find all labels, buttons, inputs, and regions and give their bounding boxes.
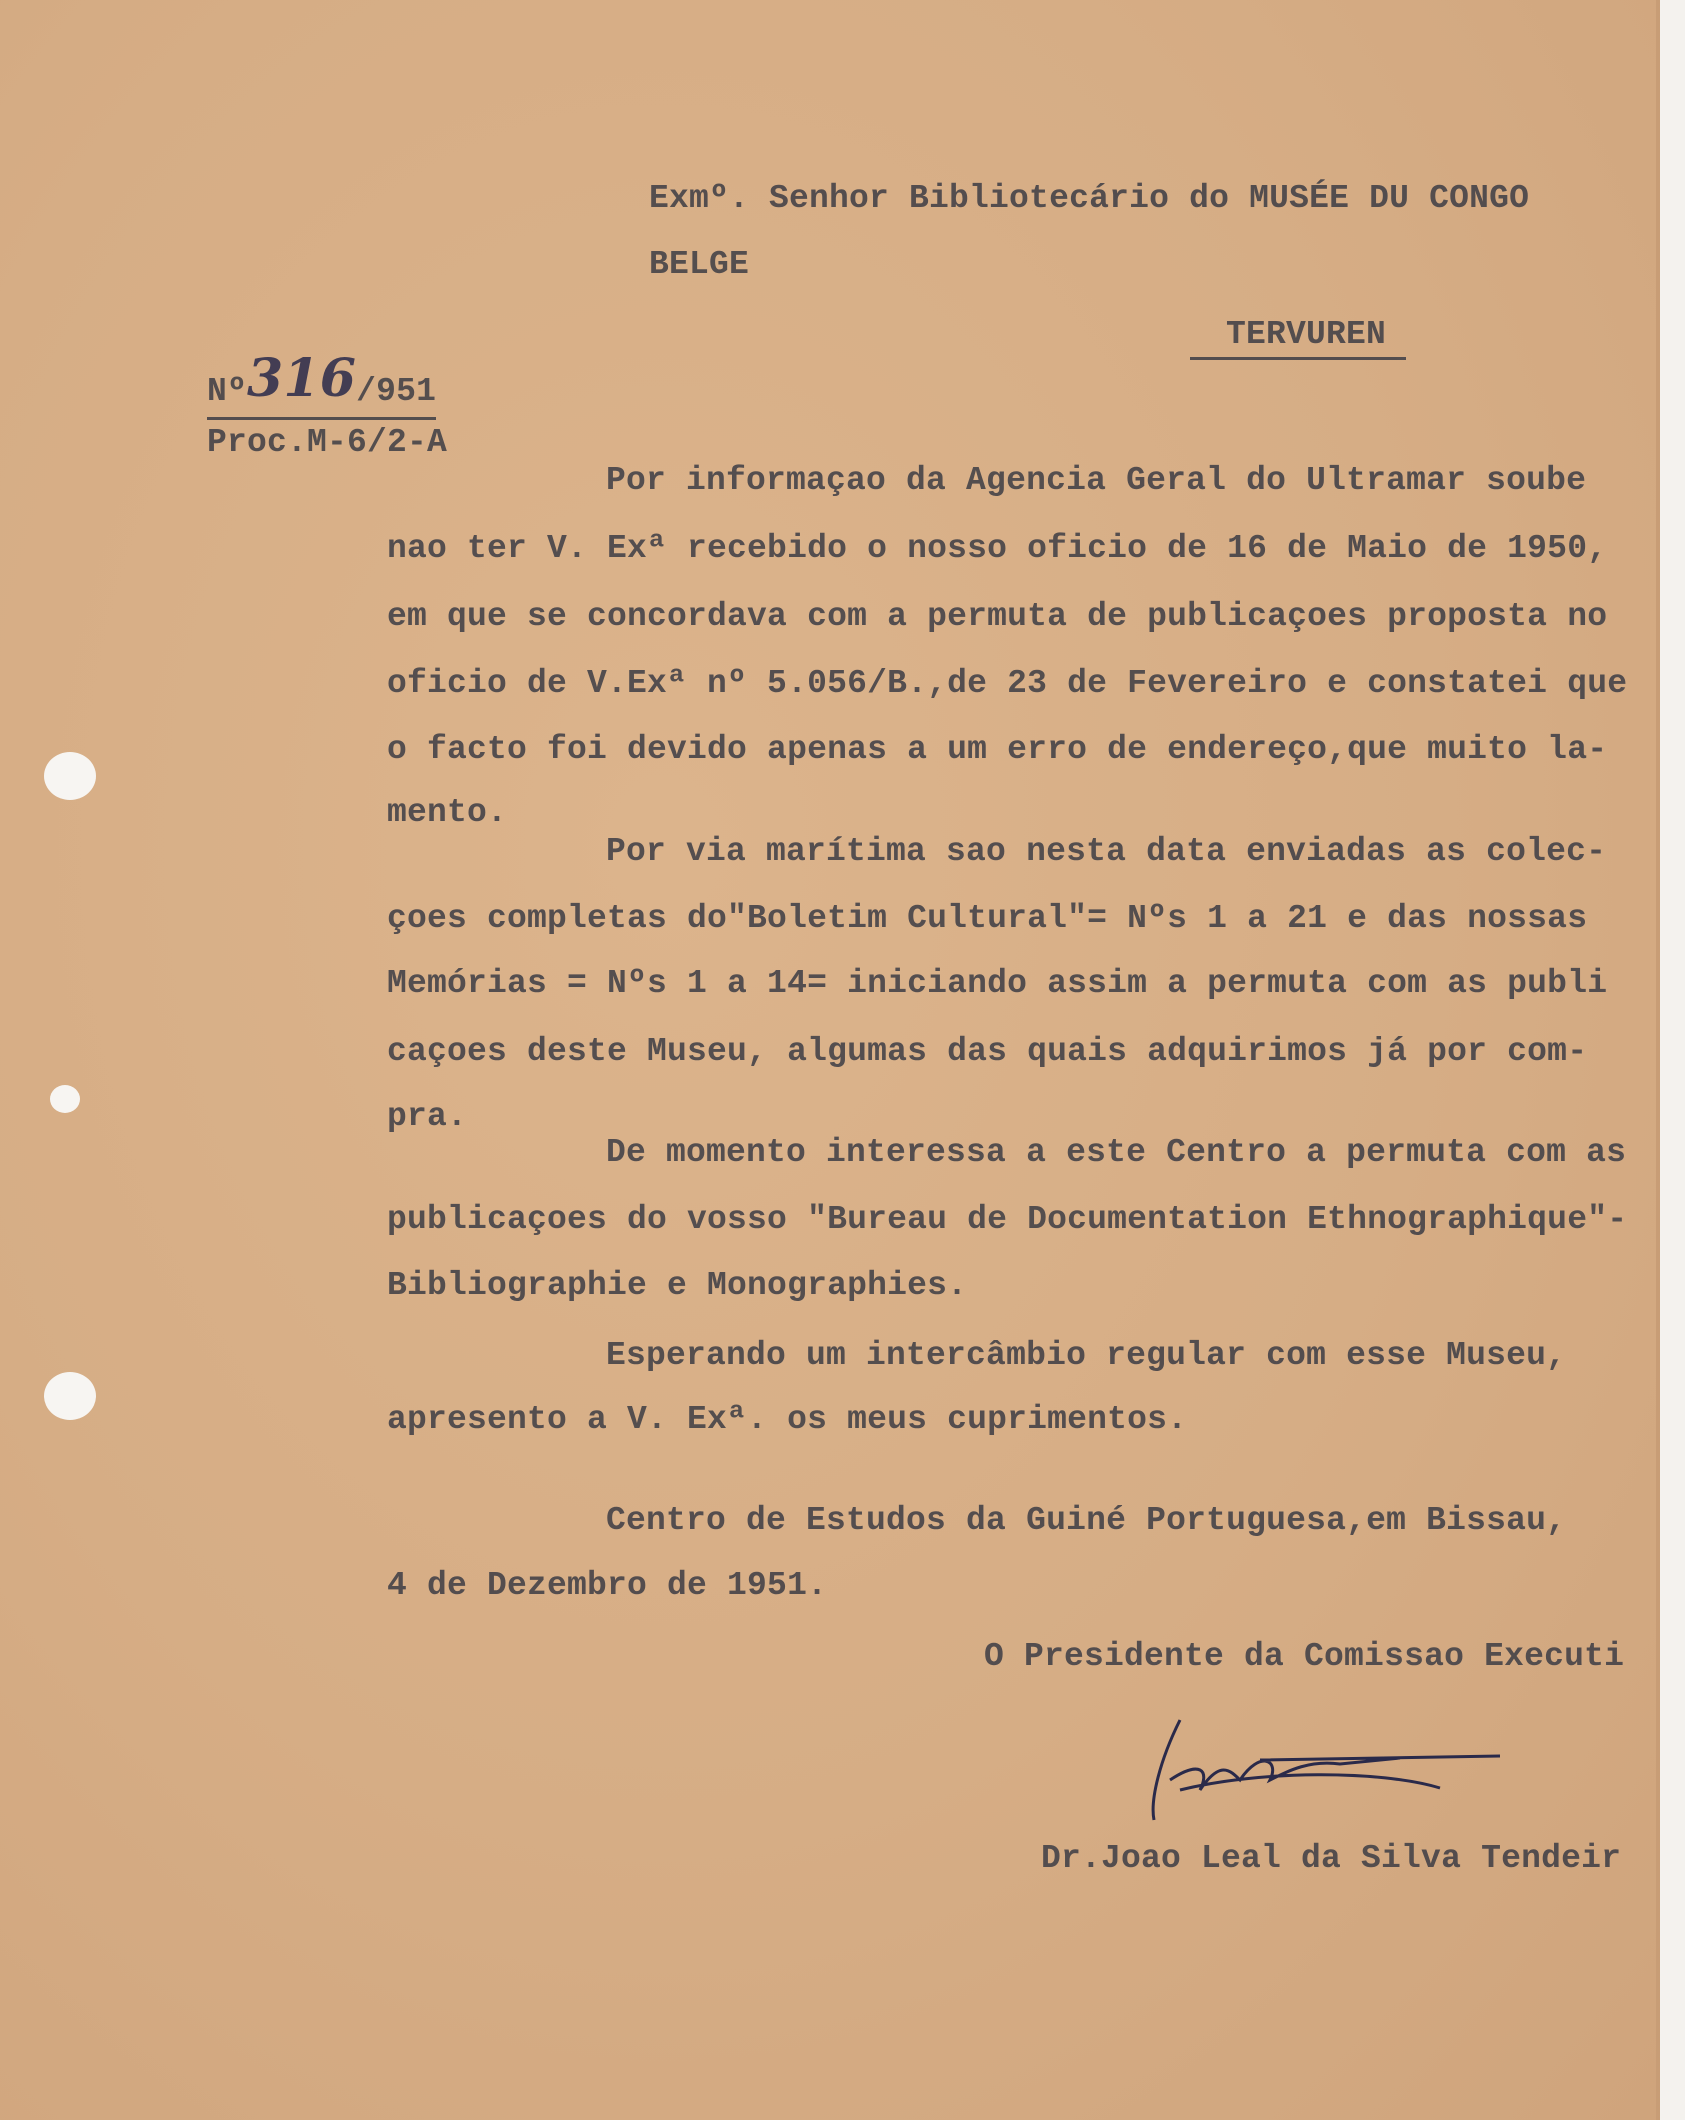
body-line: o facto foi devido apenas a um erro de endereço,que muito la- xyxy=(387,731,1608,768)
proc-reference: Proc.M-6/2-A xyxy=(207,424,448,461)
punch-hole xyxy=(50,1085,80,1113)
ref-number-handwritten: 316 xyxy=(247,348,357,409)
paper-edge xyxy=(1656,0,1660,2120)
body-line: nao ter V. Exª recebido o nosso oficio de 16 de Maio de 1950, xyxy=(387,530,1608,567)
city: TERVUREN xyxy=(1190,316,1406,360)
body-line: 4 de Dezembro de 1951. xyxy=(387,1567,828,1604)
body-line: Memórias = Nºs 1 a 14= iniciando assim a permuta com as publi xyxy=(387,965,1608,1002)
body-line: pra. xyxy=(387,1098,468,1135)
ref-year: /951 xyxy=(356,373,437,410)
body-line: çoes completas do"Boletim Cultural"= Nºs 1 a 21 e das nossas xyxy=(387,900,1588,937)
body-line: em que se concordava com a permuta de publicaçoes proposta no xyxy=(387,598,1608,635)
body-line: De momento interessa a este Centro a permuta com as xyxy=(606,1134,1627,1171)
signature xyxy=(1140,1700,1520,1840)
punch-hole xyxy=(44,1372,96,1420)
punch-hole xyxy=(44,752,96,800)
ref-prefix: Nº xyxy=(207,373,248,410)
body-line: publicaçoes do vosso "Bureau de Documentation Ethnographique"- xyxy=(387,1201,1628,1238)
body-line: mento. xyxy=(387,794,508,831)
addressee-line1: Exmº. Senhor Bibliotecário do MUSÉE DU CONGO xyxy=(649,180,1530,217)
body-line: apresento a V. Exª. os meus cuprimentos. xyxy=(387,1401,1188,1438)
reference-number xyxy=(207,348,437,420)
addressee-line2: BELGE xyxy=(649,246,750,283)
body-line: caçoes deste Museu, algumas das quais adquirimos já por com- xyxy=(387,1033,1588,1070)
body-line: Centro de Estudos da Guiné Portuguesa,em Bissau, xyxy=(606,1502,1567,1539)
closing-title: O Presidente da Comissao Executi xyxy=(984,1638,1625,1675)
body-line: Esperando um intercâmbio regular com esse Museu, xyxy=(606,1337,1567,1374)
body-line: Por informaçao da Agencia Geral do Ultramar soube xyxy=(606,462,1587,499)
body-line: Bibliographie e Monographies. xyxy=(387,1267,968,1304)
body-line: Por via marítima sao nesta data enviadas as colec- xyxy=(606,833,1607,870)
body-line: oficio de V.Exª nº 5.056/B.,de 23 de Fevereiro e constatei que xyxy=(387,665,1628,702)
signatory-name: Dr.Joao Leal da Silva Tendeir xyxy=(1041,1840,1622,1877)
